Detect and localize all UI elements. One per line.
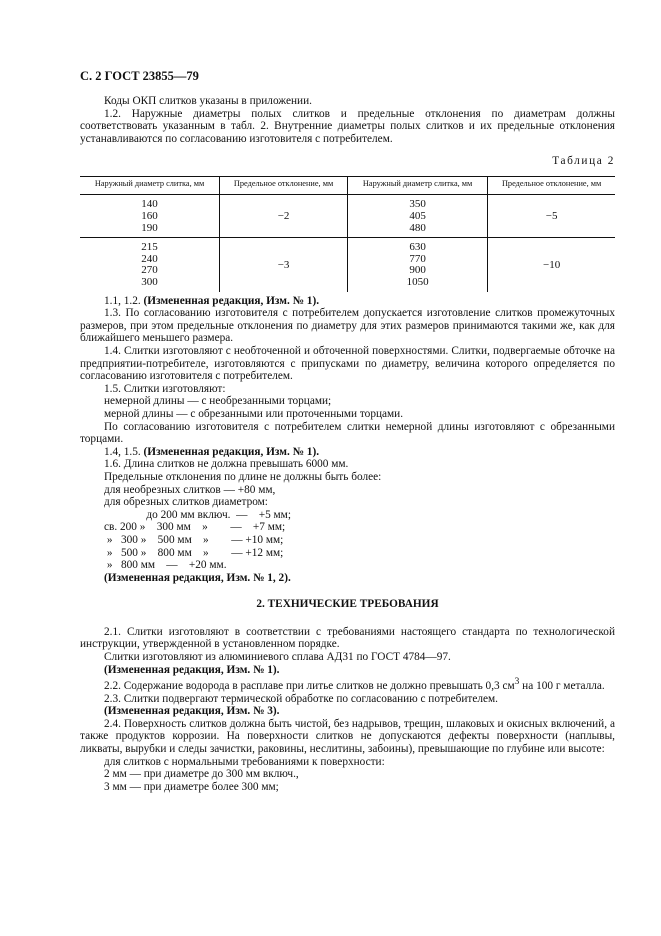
cell-value: 900 [409,264,426,277]
table-row [80,195,615,238]
diameter-cell [347,238,487,292]
cell-value: 1050 [406,276,429,289]
col-header-diameter-2: Наружный диаметр слитка, мм [347,176,487,195]
table-header-row [80,176,615,195]
diameter-cell [80,195,220,238]
cell-value: 160 [141,210,158,223]
length-tolerance-line: » 800 мм — +20 мм. [104,559,227,572]
tolerance-cell: −5 [488,195,615,238]
paragraph-1-3: 1.3. По согласованию изготовителя с потребителем допускается изготовление слитков промежуточных размеров, при этом предельные отклонения по диаметру для этих размеров принимаются такими же, как для ближайшего меньшего размера. [80,307,615,345]
cell-value: 350 [409,198,426,211]
cell-value: 270 [141,264,158,277]
col-header-diameter-1: Наружный диаметр слитка, мм [80,176,220,195]
amendment-note-2-1: (Измененная редакция, Изм. № 1). [104,663,280,676]
paragraph-2-2 [80,676,615,692]
paragraph-2-1-a: Слитки изготовляют из алюминиевого сплава АД31 по ГОСТ 4784—97. [104,651,451,664]
page-header: С. 2 ГОСТ 23855—79 [80,69,199,83]
amendment-note-1-4-1-5 [80,446,615,459]
section-title: 2. ТЕХНИЧЕСКИЕ ТРЕБОВАНИЯ [256,598,439,611]
paragraph-1-6-c: для обрезных слитков диаметром: [104,496,268,509]
length-tolerance-line: » 300 » 500 мм » — +10 мм; [104,533,284,546]
tolerance-cell: −3 [220,238,348,292]
paragraph-2-4: 2.4. Поверхность слитков должна быть чистой, без надрывов, трещин, шлаковых и окисных включений, а также продуктов коррозии. На поверхности слитков не допускаются дефекты поверхности (наплывы, ликваты, вырубки и следы зачистки, раковины, неслитины, забоины), превышающие по глубине или высоте: [80,717,615,755]
cell-value: 405 [409,210,426,223]
amendment-lead: 1.4, 1.5. [104,445,144,458]
document-body [80,95,615,793]
cell-value: 480 [409,221,426,234]
paragraph-1-6-b: для необрезных слитков — +80 мм, [104,483,276,496]
paragraph-2-1: 2.1. Слитки изготовляют в соответствии с требованиями настоящего стандарта по технологической инструкции, утвержденной в установленном порядке. [80,625,615,651]
superscript: 3 [514,677,520,688]
paragraph-1-5-c: По согласованию изготовителя с потребителем слитки немерной длины изготовляют с обрезанными торцами. [80,420,615,446]
paragraph-2-4-a: для слитков с нормальными требованиями к поверхности: [104,755,385,768]
table-row [80,238,615,292]
paragraph-1-2: 1.2. Наружные диаметры полых слитков и предельные отклонения по диаметрам должны соответствовать указанным в табл. 2. Внутренние диаметры полых слитков и их предельные отклонения устанавливаются по согласованию изготовителя с потребителем. [80,107,615,145]
col-header-tolerance-1: Предельное отклонение, мм [220,176,348,195]
tolerance-cell: −10 [488,238,615,292]
cell-value: 190 [141,221,158,234]
paragraph-1-5: 1.5. Слитки изготовляют: [104,382,226,395]
paragraph-text: на 100 г металла. [519,680,605,693]
cell-value: 140 [141,198,158,211]
paragraph-2-4-b: 2 мм — при диаметре до 300 мм включ., [104,768,299,781]
paragraph-text: 2.2. Содержание водорода в расплаве при литье слитков не должно превышать 0,3 см [104,680,515,693]
amendment-bold: (Измененная редакция, Изм. № 1). [143,294,320,307]
length-tolerance-line: до 200 мм включ. — +5 мм; [104,508,291,521]
diameter-cell [347,195,487,238]
col-header-tolerance-2: Предельное отклонение, мм [488,176,615,195]
diameter-cell [80,238,220,292]
table-caption: Таблица 2 [552,155,615,168]
cell-value: 300 [141,276,158,289]
paragraph-1-6-a: Предельные отклонения по длине не должны быть более: [104,470,382,483]
paragraph-2-3: 2.3. Слитки подвергают термической обработке по согласованию с потребителем. [104,692,498,705]
paragraph-2-4-c: 3 мм — при диаметре более 300 мм; [104,780,279,793]
paragraph-1-5-b: мерной длины — с обрезанными или проточенными торцами. [104,407,404,420]
amendment-note-1-6: (Измененная редакция, Изм. № 1, 2). [104,571,291,584]
paragraph-1-5-a: немерной длины — с необрезанными торцами; [104,395,332,408]
amendment-bold: (Измененная редакция, Изм. № 1). [143,445,320,458]
paragraph-1-6: 1.6. Длина слитков не должна превышать 6000 мм. [104,458,349,471]
cell-value: 215 [141,241,158,254]
table-2 [80,176,615,292]
cell-value: 770 [409,252,426,265]
length-tolerance-line: » 500 » 800 мм » — +12 мм; [104,546,284,559]
amendment-note-2-3: (Измененная редакция, Изм. № 3). [104,705,280,718]
paragraph-1-4: 1.4. Слитки изготовляют с необточенной и обточенной поверхностями. Слитки, подвергаемые обточке на предприятии-потребителе, изготовляются с припусками по диаметру, величина которого определяется по согласованию изготовителя с потребителем. [80,345,615,383]
cell-value: 240 [141,252,158,265]
tolerance-cell: −2 [220,195,348,238]
length-tolerance-line: св. 200 » 300 мм » — +7 мм; [104,521,286,534]
paragraph-okp-codes: Коды ОКП слитков указаны в приложении. [104,95,312,107]
amendment-lead: 1.1, 1.2. [104,294,144,307]
amendment-note-1-1-1-2 [80,295,615,308]
cell-value: 630 [409,241,426,254]
